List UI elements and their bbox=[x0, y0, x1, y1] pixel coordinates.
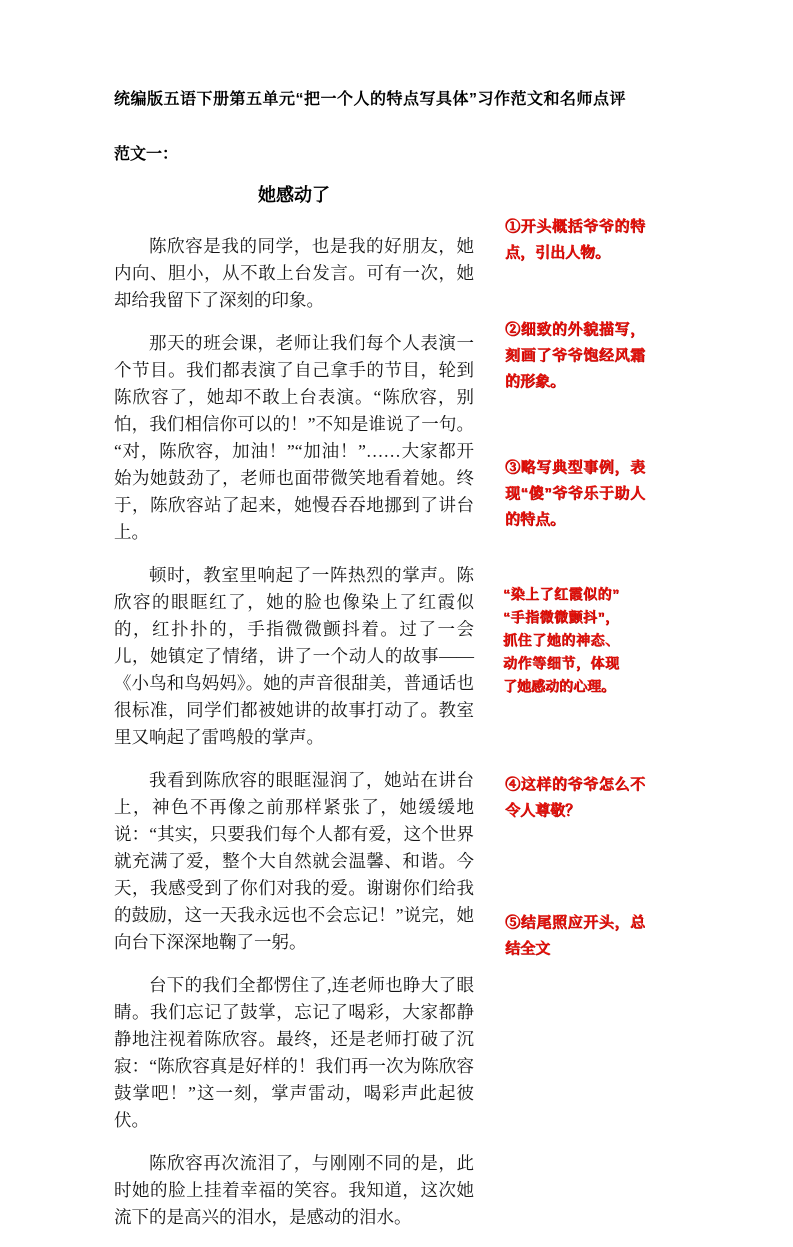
essay-paragraph-6: 陈欣容再次流泪了，与刚刚不同的是，此时她的脸上挂着幸福的笑容。我知道，这次她流下的是高兴的泪水，是感动的泪水。 bbox=[114, 1153, 474, 1227]
essay-paragraph-5: 台下的我们全都愣住了,连老师也睁大了眼睛。我们忘记了鼓掌，忘记了喝彩，大家都静静地注视着陈欣容。最终，还是老师打破了沉寂：“陈欣容真是好样的！我们再一次为陈欣容鼓掌吧！”这一刻，掌声雷动，喝彩声此起彼伏。 bbox=[114, 975, 474, 1130]
margin-note-1: ①开头概括爷爷的特点，引出人物。 bbox=[505, 218, 645, 261]
essay-paragraph-3: 顿时，教室里响起了一阵热烈的掌声。陈欣容的眼眶红了，她的脸也像染上了红霞似的，红扑扑的，手指微微颤抖着。过了一会儿，她镇定了情绪，讲了一个动人的故事——《小鸟和鸟妈妈》。她的声音很甜美，普通话也很标准，同学们都被她讲的故事打动了。教室里又响起了雷鸣般的掌声。 bbox=[114, 565, 474, 747]
section-label: 范文一： bbox=[114, 146, 179, 163]
essay-paragraph-4: 我看到陈欣容的眼眶湿润了，她站在讲台上，神色不再像之前那样紧张了，她缓缓地说：“其实，只要我们每个人都有爱，这个世界就充满了爱，整个大自然就会温馨、和谐。今天，我感受到了你们对我的爱。谢谢你们给我的鼓励，这一天我永远也不会忘记！”说完，她向台下深深地鞠了一躬。 bbox=[114, 770, 474, 952]
margin-note-2: ②细致的外貌描写，刻画了爷爷饱经风霜的形象。 bbox=[505, 321, 645, 390]
essay-paragraph-2: 那天的班会课，老师让我们每个人表演一个节目。我们都表演了自己拿手的节目，轮到陈欣容了，她却不敢上台表演。“陈欣容，别怕，我们相信你可以的！”不知是谁说了一句。“对，陈欣容，加油！”“加油！”……大家都开始为她鼓劲了，老师也面带微笑地看着她。终于，陈欣容站了起来，她慢吞吞地挪到了讲台上。 bbox=[114, 333, 474, 542]
essay-paragraph-1: 陈欣容是我的同学，也是我的好朋友，她内向、胆小，从不敢上台发言。可有一次，她却给我留下了深刻的印象。 bbox=[114, 236, 474, 310]
document-title: 统编版五语下册第五单元“把一个人的特点写具体”习作范文和名师点评 bbox=[114, 91, 627, 108]
margin-note-5: ⑤结尾照应开头，总结全文 bbox=[505, 914, 645, 957]
margin-note-4: ④这样的爷爷怎么不令人尊敬？ bbox=[505, 776, 645, 819]
margin-note-3: ③略写典型事例，表现“傻”爷爷乐于助人的特点。 bbox=[505, 459, 645, 528]
margin-note-quote: “染上了红霞似的”“手指微微颤抖”，抓住了她的神态、动作等细节，体现了她感动的心理。 bbox=[503, 586, 619, 694]
essay-column bbox=[114, 181, 474, 1247]
essay-title: 她感动了 bbox=[258, 185, 330, 205]
